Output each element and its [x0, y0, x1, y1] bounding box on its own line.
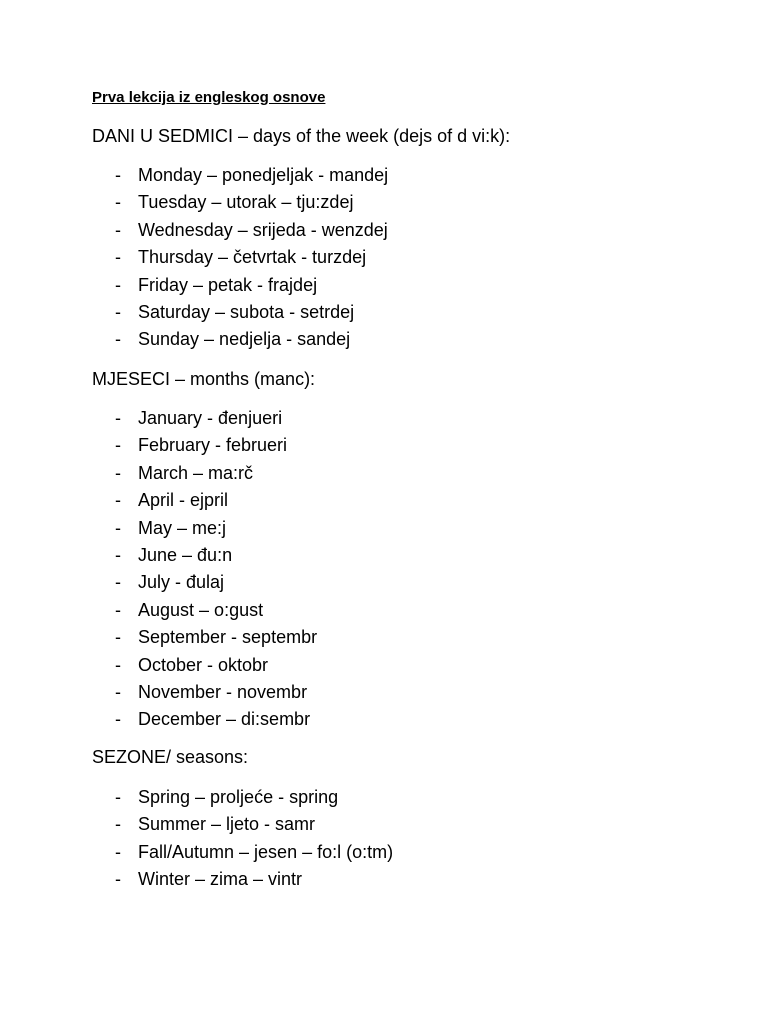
section-heading-months: MJESECI – months (manc): — [92, 369, 316, 389]
list-item-text: Monday – ponedjeljak - mandej — [138, 165, 389, 185]
list-item-text: Friday – petak - frajdej — [138, 274, 318, 295]
list-item-text: April - ejpril — [138, 490, 229, 511]
bullet-dash: - — [115, 274, 121, 295]
list-item-text: May – me:j — [138, 517, 227, 538]
bullet-dash: - — [115, 869, 121, 890]
bullet-dash: - — [115, 599, 121, 620]
bullet-dash: - — [115, 219, 121, 240]
bullet-dash: - — [115, 490, 121, 511]
list-item-text: January - đenjueri — [138, 408, 283, 428]
list-item-text: Spring – proljeće - spring — [138, 787, 339, 807]
bullet-dash: - — [115, 654, 121, 675]
list-item-text: June – đu:n — [138, 544, 233, 565]
bullet-dash: - — [115, 572, 121, 593]
list-item-text: September - septembr — [138, 627, 318, 648]
list-item-text: Thursday – četvrtak - turzdej — [138, 247, 367, 268]
bullet-dash: - — [115, 517, 121, 538]
bullet-dash: - — [115, 301, 121, 322]
bullet-dash: - — [115, 435, 121, 456]
bullet-dash: - — [115, 841, 121, 862]
bullet-dash: - — [115, 165, 121, 185]
list-item-text: February - februeri — [138, 435, 288, 456]
list-item-text: July - đulaj — [138, 572, 225, 593]
section-heading-days: DANI U SEDMICI – days of the week (dejs of d vi:k): — [92, 126, 511, 146]
bullet-dash: - — [115, 408, 121, 428]
bullet-dash: - — [115, 462, 121, 483]
list-item-text: Saturday – subota - setrdej — [138, 301, 355, 322]
bullet-dash: - — [115, 627, 121, 648]
document-title: Prva lekcija iz engleskog osnove — [92, 89, 326, 106]
list-item-text: March – ma:rč — [138, 462, 254, 483]
section-heading-seasons: SEZONE/ seasons: — [92, 747, 249, 767]
bullet-dash: - — [115, 814, 121, 835]
bullet-dash: - — [115, 681, 121, 702]
list-item-text: December – di:sembr — [138, 709, 311, 730]
list-item-text: Summer – ljeto - samr — [138, 814, 316, 835]
bullet-dash: - — [115, 329, 121, 350]
bullet-dash: - — [115, 787, 121, 807]
list-item-text: Winter – zima – vintr — [138, 869, 303, 890]
bullet-dash: - — [115, 192, 121, 213]
bullet-dash: - — [115, 709, 121, 730]
list-item-text: Tuesday – utorak – tju:zdej — [138, 192, 354, 213]
bullet-dash: - — [115, 544, 121, 565]
list-item-text: November - novembr — [138, 681, 308, 702]
list-item-text: Sunday – nedjelja - sandej — [138, 329, 351, 350]
list-item-text: Fall/Autumn – jesen – fo:l (o:tm) — [138, 841, 394, 862]
list-item-text: Wednesday – srijeda - wenzdej — [138, 219, 388, 240]
bullet-dash: - — [115, 247, 121, 268]
list-item-text: August – o:gust — [138, 599, 264, 620]
list-item-text: October - oktobr — [138, 654, 269, 675]
